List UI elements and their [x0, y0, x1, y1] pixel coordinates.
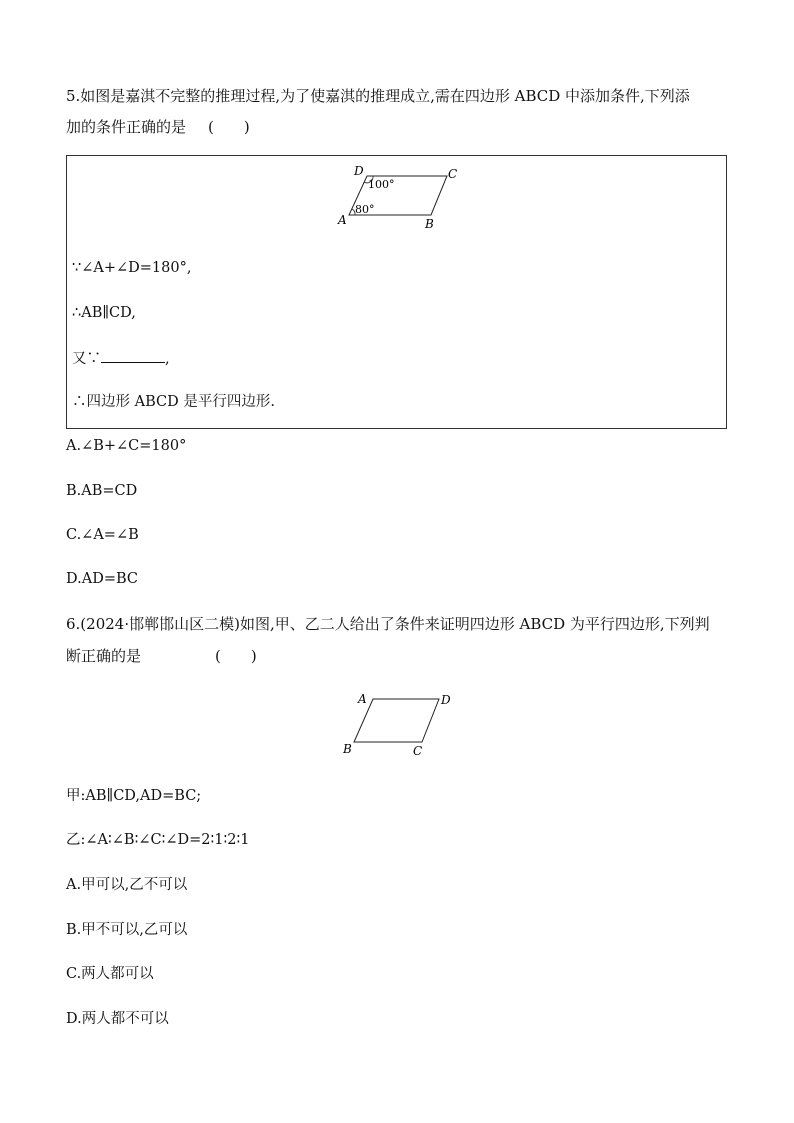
q5-answer-paren: ( ): [208, 118, 250, 136]
q5-proof-line3-suffix: ,: [165, 351, 170, 367]
q6-option-d: D.两人都不可以: [66, 1011, 169, 1027]
q5-stem-line2-text: 加的条件正确的是: [66, 118, 187, 136]
q5-option-b: B.AB=CD: [66, 483, 138, 499]
q6-option-a: A.甲可以,乙不可以: [66, 877, 188, 893]
q5-stem-line2: [66, 117, 250, 137]
q6-label-D: D: [441, 693, 451, 707]
q5-proof-box: [66, 155, 727, 429]
q6-label-A: A: [358, 692, 367, 706]
q5-label-A: A: [338, 213, 347, 227]
q5-proof-blank: [101, 348, 165, 363]
q6-stem-line1: 6.(2024·邯郸邯山区二模)如图,甲、乙二人给出了条件来证明四边形 ABCD 为平行四边形,下列判: [66, 615, 710, 633]
q5-angle-D-label: 100°: [368, 178, 395, 191]
q6-stem-line2-text: 断正确的是: [66, 647, 142, 665]
q5-option-c: C.∠A=∠B: [66, 527, 139, 543]
q5-parallelogram-figure: [337, 166, 467, 232]
q6-parallelogram-figure: [338, 688, 458, 760]
q6-stem-line2: [66, 646, 257, 666]
q5-angle-A-label: 80°: [355, 203, 375, 216]
q6-condition-yi: 乙:∠A∶∠B∶∠C∶∠D=2∶1∶2∶1: [66, 832, 250, 848]
q6-option-c: C.两人都可以: [66, 966, 154, 982]
q5-proof-line3-prefix: 又∵: [72, 351, 101, 367]
q5-option-d: D.AD=BC: [66, 571, 138, 587]
q5-stem-line1: 5.如图是嘉淇不完整的推理过程,为了使嘉淇的推理成立,需在四边形 ABCD 中添加条件,下列添: [66, 87, 690, 105]
q6-label-C: C: [413, 744, 423, 758]
q5-proof-line2: ∴AB∥CD,: [72, 305, 136, 321]
q6-condition-jia: 甲:AB∥CD,AD=BC;: [66, 788, 202, 804]
q6-option-b: B.甲不可以,乙可以: [66, 922, 188, 938]
q5-label-C: C: [448, 167, 458, 181]
q6-parallelogram-shape: [354, 699, 439, 742]
q5-proof-line4: ∴四边形 ABCD 是平行四边形.: [72, 394, 275, 410]
q5-label-D: D: [354, 164, 364, 178]
q5-label-B: B: [425, 217, 434, 231]
q5-proof-line3: [72, 348, 170, 369]
q6-answer-paren: ( ): [215, 647, 257, 665]
q6-label-B: B: [343, 742, 352, 756]
q5-option-a: A.∠B+∠C=180°: [66, 438, 187, 454]
q5-proof-line1: ∵∠A+∠D=180°,: [72, 260, 192, 276]
